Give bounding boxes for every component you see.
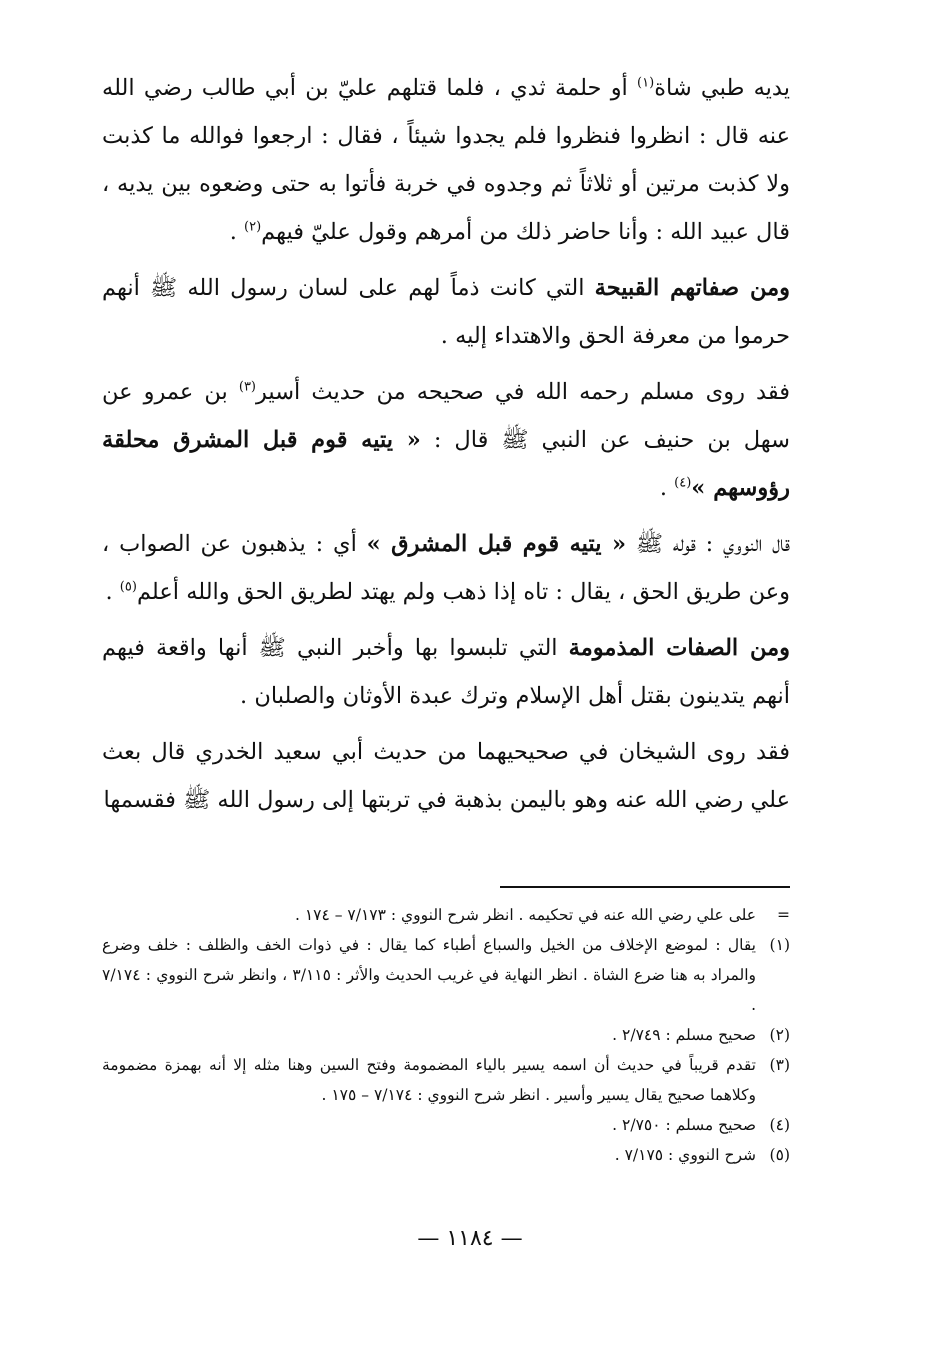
paragraph-5: [102, 624, 790, 720]
footnote-1: [102, 930, 790, 1020]
footnote-number: (٣): [769, 1056, 790, 1074]
footnote-ref-2: (٢): [244, 219, 262, 235]
text-segment: أي : يذهبون عن الصواب ، وعن طريق الحق ، يقال : تاه إذا ذهب ولم يهتد لطريق الحق والله أعلم: [102, 531, 790, 605]
bold-heading: ومن الصفات المذمومة: [568, 635, 790, 661]
text-segment: التي تلبسوا بها وأخبر النبي ﷺ أنها واقعة فيهم أنهم يتدينون بقتل أهل الإسلام وترك عبدة الأوثان والصلبان .: [102, 635, 790, 709]
hadith-quote: « يتيه قوم قبل المشرق محلقة رؤوسهم »: [102, 427, 790, 501]
main-text: [102, 64, 790, 832]
footnote-text: تقدم قريباً في حديث أن اسمه يسير بالياء المضمومة وفتح السين وهنا مثله إلا أنه بهمزة مضمومة وكلاهما صحيح يقال يسير وأسير . انظر شرح النووي : ٧/١٧٤ – ١٧٥ .: [102, 1056, 756, 1104]
footnote-continued: [102, 900, 790, 930]
text-segment: فقد روى مسلم رحمه الله في صحيحه من حديث أسير: [256, 379, 790, 405]
footnote-divider: [500, 886, 790, 888]
footnote-number: (٥): [769, 1146, 790, 1164]
footnote-text: يقال : لموضع الإخلاف من الخيل والسباع أطباء كما يقال : في ذوات الخف والظلف : خلف وضرع والمراد به هنا ضرع الشاة . انظر النهاية في غريب الحديث والأثر : ٣/١١٥ ، وانظر شرح النووي : ٧/١٧٤ .: [102, 936, 756, 1014]
footnote-text: شرح النووي : ٧/١٧٥ .: [614, 1146, 756, 1164]
text-segment: التي كانت ذماً لهم على لسان رسول الله ﷺ أنهم حرموا من معرفة الحق والاهتداء إليه .: [102, 275, 790, 349]
footnote-ref-1: (١): [637, 75, 655, 91]
paragraph-3: [102, 368, 790, 512]
footnote-3: [102, 1050, 790, 1110]
footnote-4: [102, 1110, 790, 1140]
footnote-ref-5: (٥): [119, 579, 137, 595]
footnote-2: [102, 1020, 790, 1050]
footnote-number: (٢): [769, 1026, 790, 1044]
paragraph-1: [102, 64, 790, 256]
text-segment: .: [659, 475, 675, 501]
footnote-number: =: [777, 906, 790, 924]
text-segment: فقد روى الشيخان في صحيحيهما من حديث أبي سعيد الخدري قال بعث علي رضي الله عنه وهو باليمن بذهبة في تربتها إلى رسول الله ﷺ فقسمها: [102, 739, 790, 813]
footnote-text: صحيح مسلم : ٢/٧٤٩ .: [612, 1026, 756, 1044]
footnote-text: صحيح مسلم : ٢/٧٥٠ .: [612, 1116, 756, 1134]
text-segment: يديه طبي شاة: [654, 75, 790, 101]
text-segment: .: [229, 219, 244, 245]
footnotes: [102, 900, 790, 1170]
paragraph-2: [102, 264, 790, 360]
footnote-ref-3: (٣): [238, 379, 256, 395]
footnote-ref-4: (٤): [674, 475, 692, 491]
footnote-5: [102, 1140, 790, 1170]
paragraph-4: [102, 520, 790, 616]
text-segment: قال النووي : قوله ﷺ: [626, 531, 790, 557]
footnote-text: على علي رضي الله عنه في تحكيمه . انظر شرح النووي : ٧/١٧٣ – ١٧٤ .: [294, 906, 756, 924]
paragraph-6: [102, 728, 790, 824]
bold-heading: ومن صفاتهم القبيحة: [594, 275, 790, 301]
text-segment: بن عمرو عن سهل بن حنيف عن النبي ﷺ قال :: [102, 379, 790, 453]
text-segment: أو حلمة ثدي ، فلما قتلهم عليّ بن أبي طالب رضي الله عنه قال : انظروا فنظروا فلم يجدوا شيئاً ، فقال : ارجعوا فوالله ما كذبت ولا كذبت مرتين أو ثلاثاً ثم وجدوه في خربة فأتوا به حتى وضعوه بين يديه ، قال عبيد الله : وأنا حاضر ذلك من أمرهم وقول عليّ فيهم: [102, 75, 790, 245]
footnote-number: (٤): [769, 1116, 790, 1134]
footnote-number: (١): [769, 936, 790, 954]
hadith-quote: « يتيه قوم قبل المشرق »: [366, 531, 627, 557]
text-segment: .: [105, 579, 120, 605]
page-number: — ١١٨٤ —: [417, 1226, 523, 1251]
